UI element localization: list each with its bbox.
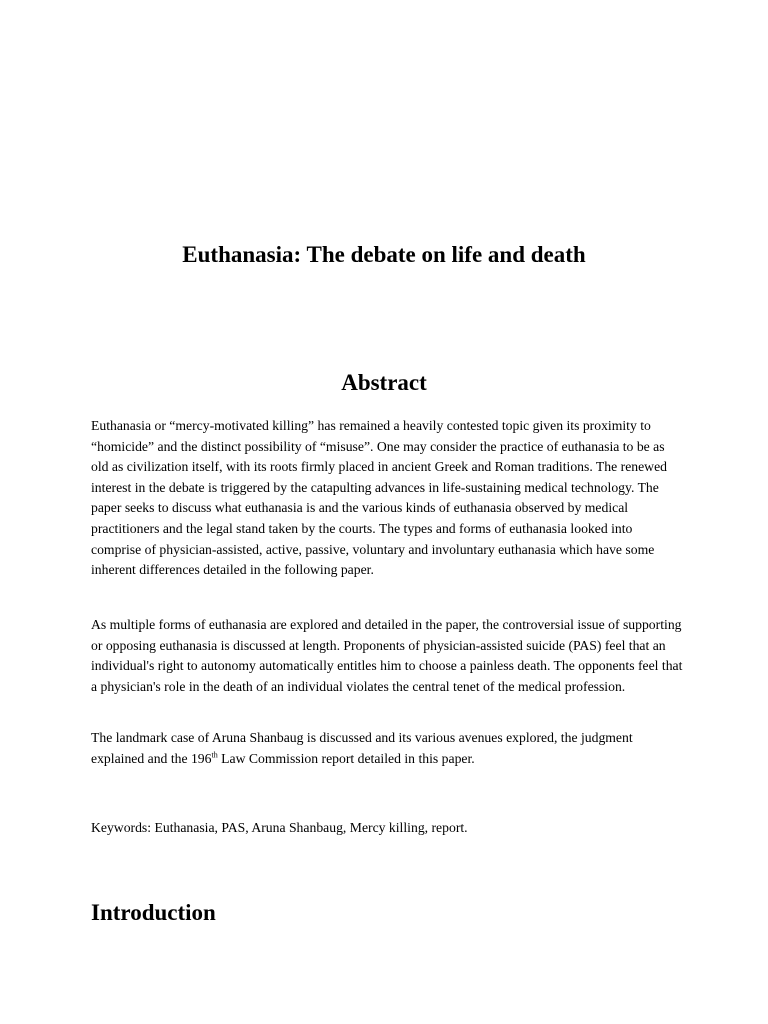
- abstract-heading: Abstract: [341, 370, 427, 395]
- ordinal-suffix: th: [211, 750, 218, 760]
- introduction-heading: Introduction: [91, 900, 216, 925]
- abstract-paragraph-3: [91, 728, 683, 769]
- abstract-paragraph-1: Euthanasia or “mercy-motivated killing” has remained a heavily contested topic given its proximity to “homicide” and the distinct possibility of “misuse”. One may consider the practice of euthanasia to be as old as civilization itself, with its roots firmly placed in ancient Greek and Roman traditions. The renewed interest in the debate is triggered by the catapulting advances in life-sustaining medical technology. The paper seeks to discuss what euthanasia is and the various kinds of euthanasia observed by medical practitioners and the legal stand taken by the courts. The types and forms of euthanasia looked into comprise of physician-assisted, active, passive, voluntary and involuntary euthanasia which have some inherent differences detailed in the following paper.: [91, 418, 667, 578]
- paragraph-3-text-start: The landmark case of Aruna Shanbaug is discussed and its various avenues explored, the judgment explained and the 196: [91, 730, 633, 766]
- paper-title: Euthanasia: The debate on life and death: [182, 242, 586, 267]
- keywords-line: Keywords: Euthanasia, PAS, Aruna Shanbaug, Mercy killing, report.: [91, 820, 468, 835]
- abstract-paragraph-2: As multiple forms of euthanasia are explored and detailed in the paper, the controversial issue of supporting or opposing euthanasia is discussed at length. Proponents of physician-assisted suicide (PAS) feel that an individual's right to autonomy automatically entitles him to choose a painless death. The opponents feel that a physician's role in the death of an individual violates the central tenet of the medical profession.: [91, 617, 683, 694]
- paragraph-3-text-end: Law Commission report detailed in this paper.: [217, 750, 475, 766]
